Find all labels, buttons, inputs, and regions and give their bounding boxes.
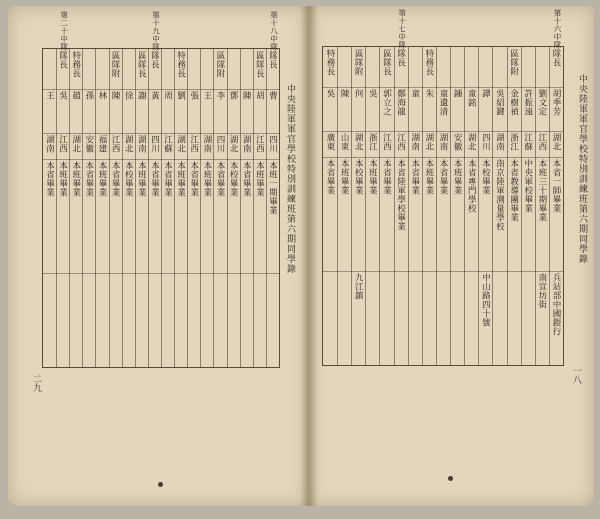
table-cell-name: 陳 (110, 91, 121, 100)
squadron-heading: 第十八中隊 (269, 11, 279, 51)
table-cell-place: 湖北 (423, 133, 434, 151)
table-cell-edu: 本班畢業 (452, 159, 463, 195)
table-column-divider (365, 47, 366, 365)
table-cell-edu: 本班畢業 (57, 161, 68, 197)
table-cell-role: 隊長 (267, 51, 278, 69)
table-cell-edu: 本班畢業 (423, 159, 434, 195)
table-cell-name: 周 (162, 91, 173, 100)
table-column-divider (394, 47, 395, 365)
table-cell-name: 趙 (70, 91, 81, 100)
table-cell-edu: 本省畢業 (149, 161, 160, 197)
table-cell-edu: 本省畢業 (381, 159, 392, 195)
right-page-header: 中央陸軍軍官學校特別訓練班第六期同學錄 (577, 74, 587, 264)
table-cell-place: 湖北 (228, 135, 239, 153)
table-cell-name: 林 (97, 91, 107, 100)
table-cell-place: 安徽 (452, 133, 463, 151)
table-cell-name: 胡季芳 (550, 89, 561, 116)
table-cell-edu: 本省陸軍學校畢業 (395, 159, 406, 231)
table-cell-place: 江西 (57, 135, 68, 153)
table-cell-place: 浙江 (508, 133, 519, 151)
table-column-divider (436, 47, 437, 365)
table-cell-place: 廣東 (325, 133, 336, 151)
table-column-divider (351, 47, 352, 365)
table-cell-addr: 兵站部中國銀行 (550, 273, 561, 336)
table-cell-edu: 本班畢業 (175, 161, 186, 197)
table-cell-edu: 本班一期畢業 (267, 161, 278, 215)
table-cell-place: 湖北 (70, 135, 81, 153)
table-cell-name: 何 (353, 89, 364, 98)
table-cell-place: 湖北 (466, 133, 477, 151)
table-cell-place: 湖北 (550, 133, 561, 151)
table-column-divider (450, 47, 451, 365)
table-cell-place: 湖南 (201, 135, 212, 153)
table-cell-name: 吳 (367, 89, 378, 98)
table-column-divider (507, 47, 508, 365)
table-cell-place: 湖南 (409, 133, 420, 151)
table-row-divider (323, 157, 563, 158)
table-cell-edu: 本省教導團畢業 (508, 159, 519, 222)
table-cell-role: 隊長 (550, 49, 561, 67)
table-cell-name: 李 (215, 91, 225, 100)
table-column-divider (492, 47, 493, 365)
table-cell-role: 區隊長 (136, 51, 147, 78)
table-cell-place: 湖北 (175, 135, 186, 153)
table-cell-name: 吳 (325, 89, 336, 98)
table-cell-edu: 本校畢業 (228, 161, 239, 197)
squadron-heading: 第十九中隊 (151, 11, 161, 51)
table-cell-place: 江蘇 (162, 135, 173, 153)
table-cell-place: 江蘇 (522, 133, 533, 151)
left-page-number: 二九 (31, 374, 41, 392)
table-cell-edu: 本班畢業 (136, 161, 147, 197)
table-cell-edu: 本省畢業 (241, 161, 252, 197)
table-cell-edu: 本校畢業 (353, 159, 364, 195)
table-cell-name: 鄧 (228, 91, 239, 100)
table-cell-name: 朱 (423, 89, 434, 98)
table-cell-place: 四川 (215, 135, 225, 153)
table-cell-role: 特務長 (423, 49, 434, 76)
binding-hole (448, 476, 453, 481)
table-cell-name: 劉 (175, 91, 186, 100)
table-cell-edu: 本省畢業 (44, 161, 55, 197)
table-cell-place: 四川 (480, 133, 491, 151)
table-cell-place: 湖南 (438, 133, 448, 151)
table-cell-name: 金樹禎 (508, 89, 519, 116)
open-book (8, 6, 594, 506)
table-cell-edu: 本省畢業 (215, 161, 225, 197)
table-cell-place: 江西 (381, 133, 392, 151)
table-cell-place: 山東 (339, 133, 350, 151)
right-page (308, 6, 594, 506)
table-cell-edu: 本校畢業 (123, 161, 134, 197)
table-column-divider (549, 47, 550, 365)
table-cell-edu: 本班畢業 (70, 161, 81, 197)
table-cell-place: 湖南 (494, 133, 505, 151)
table-cell-edu: 本校畢業 (480, 159, 491, 195)
table-cell-place: 湖北 (353, 133, 364, 151)
table-cell-role: 特務長 (70, 51, 81, 78)
table-cell-name: 謝 (136, 91, 147, 100)
table-cell-role: 特務長 (175, 51, 186, 78)
table-column-divider (422, 47, 423, 365)
table-cell-edu: 中央軍校畢業 (522, 159, 533, 213)
squadron-heading: 第二十中隊 (59, 11, 69, 51)
table-column-divider (464, 47, 465, 365)
table-cell-name: 劉文定 (536, 89, 547, 116)
table-cell-place: 江西 (188, 135, 199, 153)
table-cell-role: 區隊附 (215, 51, 225, 78)
table-cell-place: 浙江 (367, 133, 378, 151)
squadron-heading: 第十七中隊 (397, 9, 407, 49)
table-cell-name: 徐 (123, 91, 134, 100)
table-cell-place: 湖南 (44, 135, 55, 153)
table-cell-edu: 南京陸軍測量學校 (494, 159, 505, 231)
table-cell-role: 區隊長 (381, 49, 392, 76)
table-column-divider (478, 47, 479, 365)
table-cell-edu: 本班畢業 (97, 161, 107, 197)
table-cell-role: 區隊附 (353, 49, 364, 76)
table-cell-place: 江西 (536, 133, 547, 151)
table-cell-place: 四川 (149, 135, 160, 153)
table-cell-name: 譚 (480, 89, 491, 98)
table-cell-place: 安徽 (83, 135, 94, 153)
table-cell-name: 童銘 (466, 89, 477, 107)
table-cell-addr: 中山路四十號 (480, 273, 491, 327)
table-cell-role: 隊長 (57, 51, 68, 69)
table-cell-place: 江西 (110, 135, 121, 153)
table-cell-place: 湖南 (241, 135, 252, 153)
table-cell-name: 孫 (83, 91, 94, 100)
table-cell-edu: 本省畢業 (83, 161, 94, 197)
left-page (8, 6, 308, 506)
table-cell-name: 胡 (254, 91, 265, 100)
table-cell-name: 吳 (57, 91, 68, 100)
table-cell-name: 鄭海龍 (395, 89, 406, 116)
table-cell-name: 王 (44, 91, 55, 100)
table-cell-role: 隊長 (395, 49, 406, 67)
table-cell-edu: 本省一師畢業 (550, 159, 561, 213)
table-cell-name: 陳 (241, 91, 252, 100)
table-cell-place: 湖南 (136, 135, 147, 153)
table-cell-name: 許振遠 (522, 89, 533, 116)
table-cell-edu: 本省畢業 (188, 161, 199, 197)
table-cell-edu: 本省畢業 (162, 161, 173, 197)
table-cell-place: 福建 (97, 135, 107, 153)
table-cell-place: 四川 (267, 135, 278, 153)
table-cell-place: 江西 (254, 135, 265, 153)
binding-hole (158, 482, 163, 487)
table-cell-edu: 本省畢業 (110, 161, 121, 197)
table-cell-edu: 本省專門學校 (466, 159, 477, 213)
book-gutter (300, 6, 318, 506)
table-cell-edu: 本班三十期畢業 (536, 159, 547, 222)
table-cell-addr: 九江鎮 (353, 273, 364, 300)
right-table (322, 9, 564, 366)
table-cell-role: 隊長 (149, 51, 160, 69)
table-column-divider (379, 47, 380, 365)
table-cell-name: 黃 (149, 91, 160, 100)
table-cell-role: 特務長 (325, 49, 336, 76)
table-cell-role: 區隊附 (110, 51, 121, 78)
table-cell-name: 吳紹鍵 (494, 89, 505, 116)
squadron-heading: 第十六中隊 (552, 9, 562, 49)
table-cell-edu: 本班畢業 (339, 159, 350, 195)
table-cell-edu: 本省畢業 (325, 159, 336, 195)
table-cell-name: 陳 (339, 89, 350, 98)
table-column-divider (535, 47, 536, 365)
table-row-divider (323, 87, 563, 88)
table-cell-name: 童 (409, 89, 420, 98)
table-cell-edu: 本省畢業 (409, 159, 420, 195)
table-cell-name: 王 (201, 91, 212, 100)
table-column-divider (521, 47, 522, 365)
table-cell-place: 江西 (395, 133, 406, 151)
table-cell-name: 鍾 (452, 89, 463, 98)
table-cell-edu: 本班畢業 (254, 161, 265, 197)
table-column-divider (337, 47, 338, 365)
left-table (42, 11, 280, 368)
table-cell-role: 區隊附 (508, 49, 519, 76)
table-cell-edu: 本班畢業 (201, 161, 212, 197)
table-column-divider (408, 47, 409, 365)
left-page-header: 中央陸軍軍官學校特別訓練班第六期同學錄 (285, 84, 295, 274)
table-cell-place: 湖北 (123, 135, 134, 153)
table-cell-role: 區隊長 (254, 51, 265, 78)
table-cell-addr: 南宣坊街 (536, 273, 547, 309)
table-cell-name: 郭立之 (381, 89, 392, 116)
table-cell-name: 童遺清 (438, 89, 448, 116)
table-cell-name: 張 (188, 91, 199, 100)
table-cell-edu: 本省畢業 (438, 159, 448, 195)
table-row-divider (323, 131, 563, 132)
right-page-number: 一八 (571, 366, 581, 384)
table-cell-name: 曹 (267, 91, 278, 100)
table-cell-edu: 本班畢業 (367, 159, 378, 195)
table-row-divider (323, 271, 563, 272)
